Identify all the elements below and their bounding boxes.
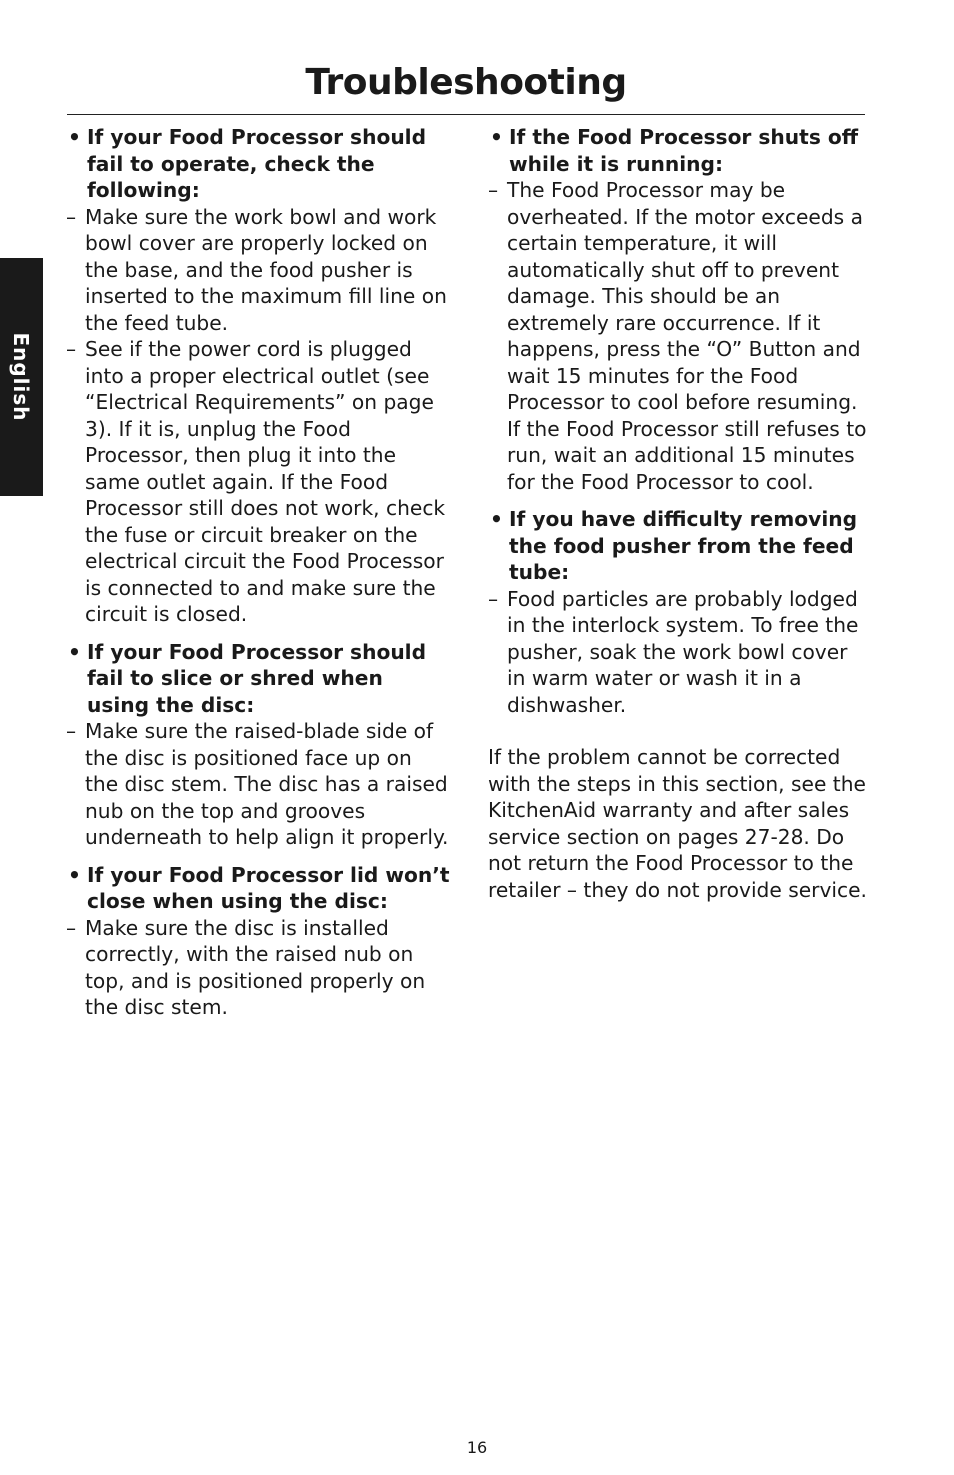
language-tab-label: English xyxy=(9,332,33,422)
section-heading: • If your Food Processor should fail to slice or shred when using the disc: xyxy=(68,639,427,717)
section-item: – See if the power cord is plugged into a proper electrical outlet (see “Electrical Requirements” on page 3). If it is, unplug the Food Processor, then plug it into the same outlet again. If the Food Processor still does not work, check the fuse or circuit breaker on the electrical circuit the Food Processor is connected to and make sure the circuit is closed. xyxy=(66,337,446,626)
section-heading: • If your Food Processor should fail to operate, check the following: xyxy=(68,125,427,202)
bullet-icon: • xyxy=(68,125,81,149)
section-lid-wont-close xyxy=(66,862,450,1021)
dash-icon: – xyxy=(66,204,77,229)
bullet-icon: • xyxy=(68,862,81,887)
section-item: – The Food Processor may be overheated. If the motor exceeds a certain temperature, it will automatically shut off to prevent damage. This should be an extremely rare occurrence. If it happens, press the “O” Button and wait 15 minutes for the Food Processor to cool before resuming. If the Food Processor still refuses to run, wait an additional 15 minutes for the Food Processor to cool. xyxy=(488,178,867,494)
dash-icon: – xyxy=(66,337,77,361)
section-shuts-off xyxy=(488,124,872,495)
section-heading: • If your Food Processor lid won’t close when using the disc: xyxy=(68,862,450,913)
dash-icon: – xyxy=(66,915,77,940)
right-column xyxy=(488,124,872,903)
section-pusher-removal xyxy=(488,506,872,718)
title-rule xyxy=(67,114,865,115)
bullet-icon: • xyxy=(68,639,81,664)
dash-icon: – xyxy=(488,178,499,202)
section-fail-to-slice xyxy=(66,639,450,851)
left-column xyxy=(66,124,450,1032)
bullet-icon: • xyxy=(490,507,503,531)
section-item: – Make sure the raised-blade side of the disc is positioned face up on the disc stem. The disc has a raised nub on the top and grooves underneath to help align it properly. xyxy=(66,719,449,849)
section-item: – Make sure the disc is installed correctly, with the raised nub on top, and is positioned properly on the disc stem. xyxy=(66,915,426,1019)
closing-note: If the problem cannot be corrected with the steps in this section, see the KitchenAid warranty and after sales service section on pages 27-28. Do not return the Food Processor to the retailer – they do not provide service. xyxy=(488,745,867,902)
section-fail-to-operate xyxy=(66,124,450,628)
section-item: – Food particles are probably lodged in the interlock system. To free the pusher, soak the work bowl cover in warm water or wash it in a dishwasher. xyxy=(488,586,859,717)
section-heading: • If the Food Processor shuts off while it is running: xyxy=(490,125,859,176)
section-item: – Make sure the work bowl and work bowl cover are properly locked on the base, and the food pusher is inserted to the maximum fill line on the feed tube. xyxy=(66,204,447,335)
bullet-icon: • xyxy=(490,125,503,149)
page-number: 16 xyxy=(466,1438,488,1457)
dash-icon: – xyxy=(488,586,499,611)
page-title: Troubleshooting xyxy=(305,62,627,103)
section-heading: • If you have difficulty removing the food pusher from the feed tube: xyxy=(490,507,858,584)
dash-icon: – xyxy=(66,719,77,743)
